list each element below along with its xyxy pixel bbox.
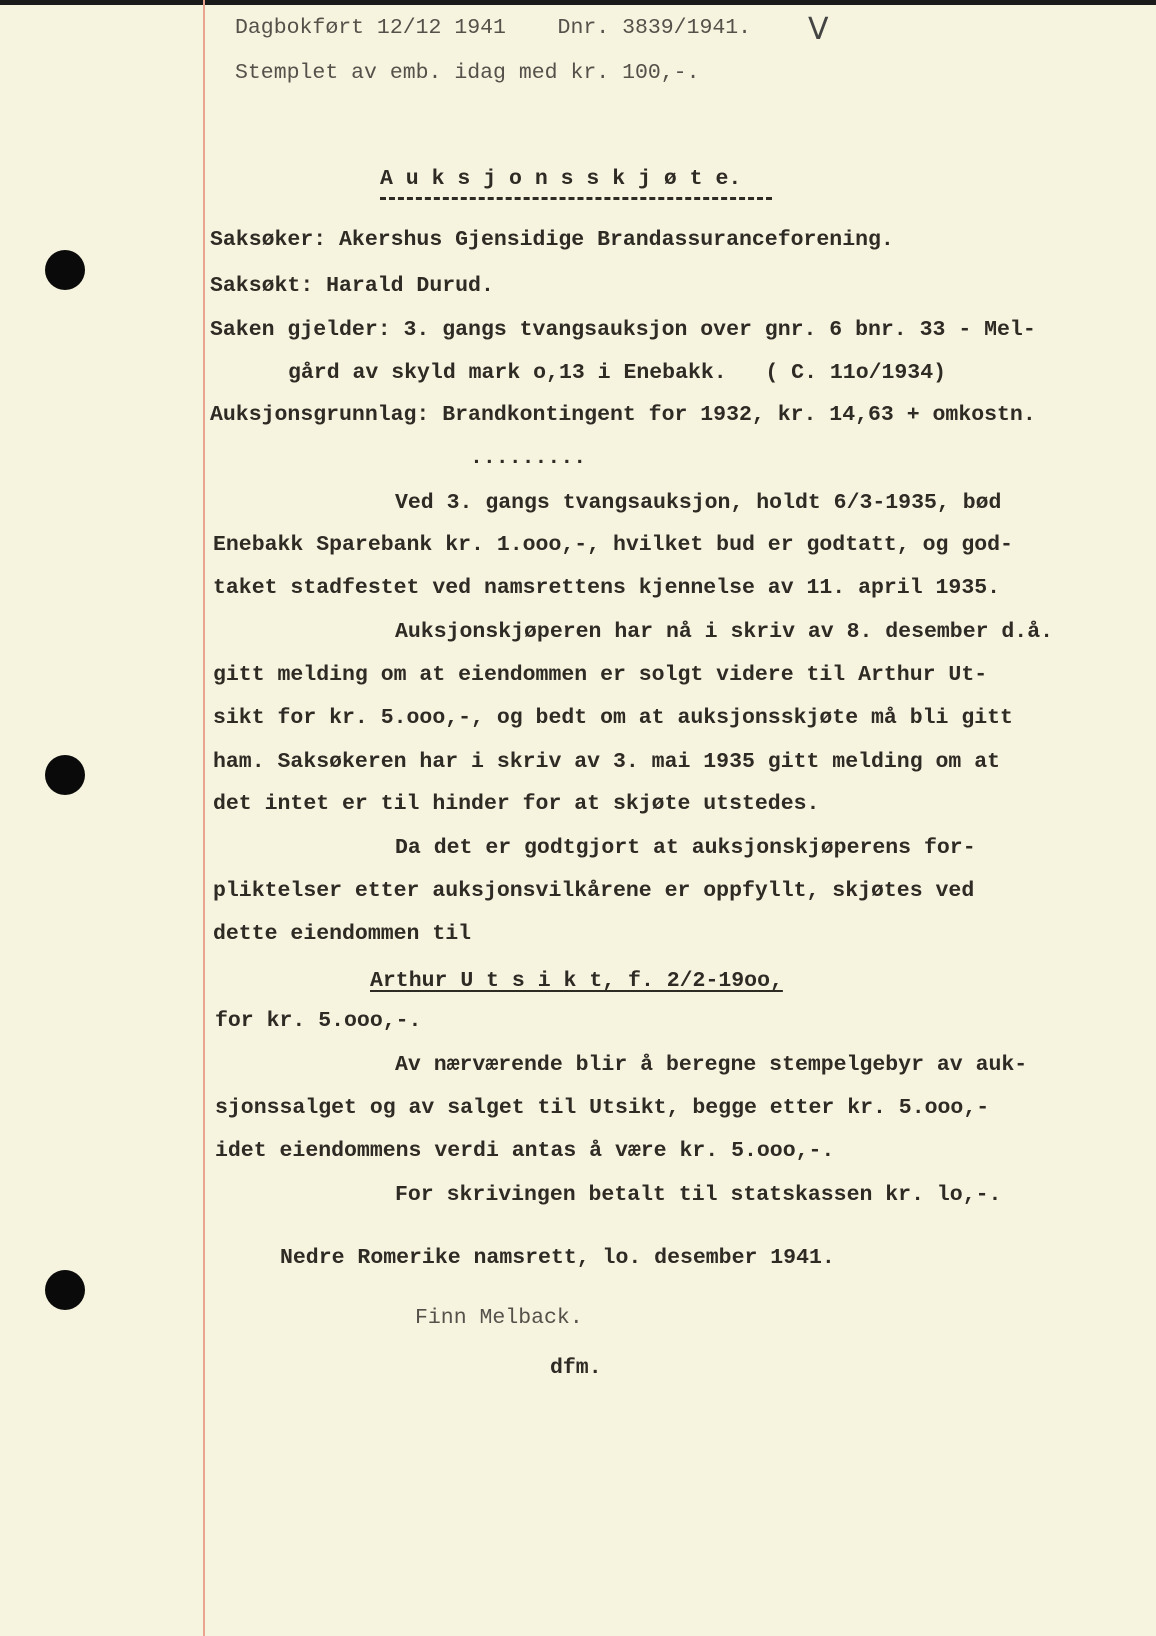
margin-line bbox=[203, 0, 205, 1636]
body-line: Ved 3. gangs tvangsauksjon, holdt 6/3-1935, bød bbox=[395, 491, 1002, 515]
body-line: Enebakk Sparebank kr. 1.ooo,-, hvilket bud er godtatt, og god- bbox=[213, 533, 1013, 557]
document-title: A u k s j o n s s k j ø t e. bbox=[380, 167, 742, 191]
place-date: Nedre Romerike namsrett, lo. desember 1941. bbox=[280, 1246, 835, 1270]
scan-top-edge bbox=[0, 0, 1156, 5]
fees-line: Av nærværende blir å beregne stempelgebyr av auk- bbox=[395, 1053, 1028, 1077]
fees-line: For skrivingen betalt til statskassen kr. lo,-. bbox=[395, 1183, 1002, 1207]
check-mark: V bbox=[808, 12, 829, 47]
body-line: Auksjonskjøperen har nå i skriv av 8. desember d.å. bbox=[395, 620, 1054, 644]
body-line: taket stadfestet ved namsrettens kjennelse av 11. april 1935. bbox=[213, 576, 1001, 600]
registration-line: Dagbokført 12/12 1941 Dnr. 3839/1941. bbox=[235, 16, 752, 40]
body-line: det intet er til hinder for at skjøte utstedes. bbox=[213, 792, 820, 816]
matter-line-1: Saken gjelder: 3. gangs tvangsauksjon over gnr. 6 bnr. 33 - Mel- bbox=[210, 318, 1036, 342]
body-line: dette eiendommen til bbox=[213, 922, 472, 946]
matter-line-2: gård av skyld mark o,13 i Enebakk. ( C. 11o/1934) bbox=[288, 361, 947, 385]
defendant: Saksøkt: Harald Durud. bbox=[210, 274, 494, 298]
body-line: pliktelser etter auksjonsvilkårene er oppfyllt, skjøtes ved bbox=[213, 879, 975, 903]
title-underline bbox=[380, 197, 772, 200]
buyer-name: Arthur U t s i k t, f. 2/2-19oo, bbox=[370, 969, 783, 993]
punch-hole bbox=[45, 755, 85, 795]
separator: ......... bbox=[470, 446, 587, 470]
body-line: gitt melding om at eiendommen er solgt videre til Arthur Ut- bbox=[213, 663, 988, 687]
body-line: sikt for kr. 5.ooo,-, og bedt om at auksjonsskjøte må bli gitt bbox=[213, 706, 1013, 730]
body-line: Da det er godtgjort at auksjonskjøperens for- bbox=[395, 836, 976, 860]
body-line: ham. Saksøkeren har i skriv av 3. mai 1935 gitt melding om at bbox=[213, 750, 1001, 774]
fees-line: idet eiendommens verdi antas å være kr. 5.ooo,-. bbox=[215, 1139, 835, 1163]
price-line: for kr. 5.ooo,-. bbox=[215, 1009, 422, 1033]
initials: dfm. bbox=[550, 1356, 602, 1380]
punch-hole bbox=[45, 1270, 85, 1310]
fees-line: sjonssalget og av salget til Utsikt, begge etter kr. 5.ooo,- bbox=[215, 1096, 990, 1120]
punch-hole bbox=[45, 250, 85, 290]
auction-basis: Auksjonsgrunnlag: Brandkontingent for 1932, kr. 14,63 + omkostn. bbox=[210, 403, 1036, 427]
plaintiff: Saksøker: Akershus Gjensidige Brandassuranceforening. bbox=[210, 228, 894, 252]
signature: Finn Melback. bbox=[415, 1306, 583, 1330]
stamp-line: Stemplet av emb. idag med kr. 100,-. bbox=[235, 61, 700, 85]
